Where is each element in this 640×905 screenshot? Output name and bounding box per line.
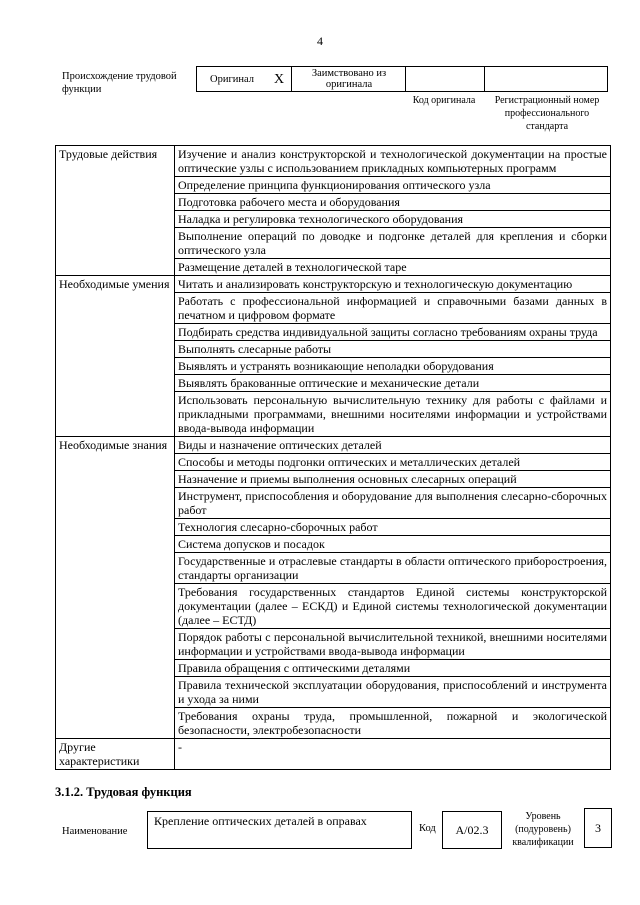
origin-label: Происхождение трудовой функции <box>62 71 177 95</box>
other-label: Другие характеристики <box>56 739 175 770</box>
name-value: Крепление оптических деталей в оправах <box>147 811 412 849</box>
skills-label: Необходимые умения <box>56 276 175 437</box>
origin-box <box>196 66 608 92</box>
table-item: Виды и назначение оптических деталей <box>175 437 611 454</box>
table-item: Наладка и регулировка технологического оборудования <box>175 211 611 228</box>
table-row <box>56 276 611 293</box>
table-item: Требования охраны труда, промышленной, пожарной и экологической безопасности, электробезопасности <box>175 708 611 739</box>
name-label: Наименование <box>62 826 128 837</box>
original-label: Оригинал <box>210 73 254 85</box>
original-mark: X <box>273 71 285 87</box>
table-item: Выявлять и устранять возникающие неполадки оборудования <box>175 358 611 375</box>
table-item: Размещение деталей в технологической таре <box>175 259 611 276</box>
table-item: Определение принципа функционирования оптического узла <box>175 177 611 194</box>
table-item: Требования государственных стандартов Единой системы конструкторской документации (далее – ЕСКД) и Единой системы технологической документации (далее – ЕСТД) <box>175 584 611 629</box>
knowledge-label: Необходимые знания <box>56 437 175 739</box>
table-item: Читать и анализировать конструкторскую и технологическую документацию <box>175 276 611 293</box>
table-item: Государственные и отраслевые стандарты в области оптического приборостроения, стандарты организации <box>175 553 611 584</box>
table-row <box>56 146 611 177</box>
table-item: Правила обращения с оптическими деталями <box>175 660 611 677</box>
table-item: Выполнение операций по доводке и подгонке деталей для крепления и сборки оптического узла <box>175 228 611 259</box>
table-row <box>56 739 611 770</box>
table-item: Подготовка рабочего места и оборудования <box>175 194 611 211</box>
level-label: Уровень (подуровень) квалификации <box>512 811 574 848</box>
page-number: 4 <box>317 34 323 48</box>
code-original-caption: Код оригинала <box>412 95 476 106</box>
table-item: Выявлять бракованные оптические и механические детали <box>175 375 611 392</box>
table-item: Технология слесарно-сборочных работ <box>175 519 611 536</box>
table-item: Подбирать средства индивидуальной защиты согласно требованиям охраны труда <box>175 324 611 341</box>
reg-number-caption: Регистрационный номер профессионального стандарта <box>494 95 600 132</box>
function-table <box>55 145 611 770</box>
labor-actions-label: Трудовые действия <box>56 146 175 276</box>
borrowed-label: Заимствовано из оригинала <box>311 68 387 90</box>
code-value: A/02.3 <box>442 811 502 849</box>
section-title: 3.1.2. Трудовая функция <box>55 785 192 799</box>
table-item: Назначение и приемы выполнения основных слесарных операций <box>175 471 611 488</box>
table-item: Система допусков и посадок <box>175 536 611 553</box>
table-item: Выполнять слесарные работы <box>175 341 611 358</box>
table-item: Способы и методы подгонки оптических и металлических деталей <box>175 454 611 471</box>
code-label: Код <box>419 823 436 834</box>
table-row <box>56 437 611 454</box>
other-value: - <box>175 739 611 770</box>
table-item: Порядок работы с персональной вычислительной техникой, внешними носителями информации и устройствами ввода-вывода информации <box>175 629 611 660</box>
table-item: Изучение и анализ конструкторской и технологической документации на простые оптические узлы с использованием прикладных компьютерных программ <box>175 146 611 177</box>
table-item: Инструмент, приспособления и оборудование для выполнения слесарно-сборочных работ <box>175 488 611 519</box>
level-value: 3 <box>584 808 612 848</box>
table-item: Работать с профессиональной информацией и справочными базами данных в печатном и цифровом формате <box>175 293 611 324</box>
table-item: Правила технической эксплуатации оборудования, приспособлений и инструмента и ухода за ними <box>175 677 611 708</box>
table-item: Использовать персональную вычислительную технику для работы с файлами и прикладными программами, внешними носителями информации и устройствами ввода-вывода информации <box>175 392 611 437</box>
